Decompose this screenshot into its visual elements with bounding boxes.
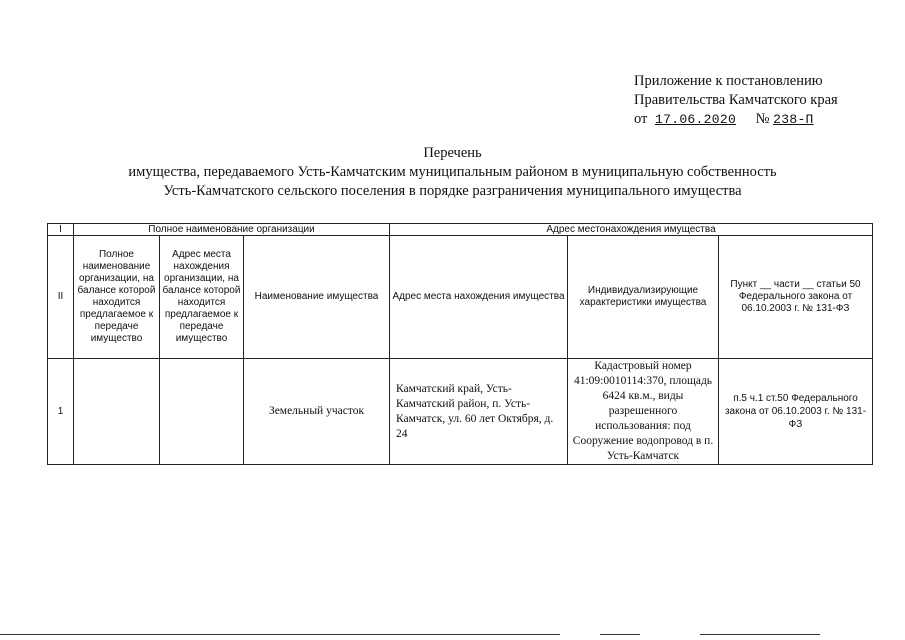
title-line-3: Усть-Камчатского сельского поселения в порядке разграничения муниципального имущества: [163, 183, 742, 199]
scan-edge-line-right: [700, 634, 820, 635]
header-row-1: [48, 224, 873, 236]
scan-edge-line-mid: [600, 634, 640, 635]
property-name-header: Наименование имущества: [244, 236, 390, 359]
appendix-block: [634, 72, 838, 129]
row-property-address: Камчатский край, Усть-Камчатский район, п. Усть-Камчатск, ул. 60 лет Октября, д. 24: [390, 359, 568, 465]
row-property-name: Земельный участок: [244, 359, 390, 465]
row-characteristics: Кадастровый номер 41:09:0010114:370, площадь 6424 кв.м., виды разрешенного использования: под Сооружение водопровод в п. Усть-Камчатск: [568, 359, 719, 465]
header-row-2: [48, 236, 873, 359]
resolution-date: 17.06.2020: [655, 112, 737, 127]
col-i-cell: I: [48, 224, 74, 236]
scan-edge-line-left: [0, 634, 560, 635]
appendix-line-1: Приложение к постановлению: [634, 73, 823, 89]
row-number: 1: [48, 359, 74, 465]
title-line-1: Перечень: [423, 145, 482, 161]
col-ii-cell: II: [48, 236, 74, 359]
row-org-address: [160, 359, 244, 465]
resolution-number: 238-П: [773, 112, 814, 127]
row-org-name: [74, 359, 160, 465]
document-title: [0, 144, 905, 201]
org-address-header: Адрес места нахождения организации, на балансе которой находится предлагаемое к передаче имущество: [160, 236, 244, 359]
table-row: [48, 359, 873, 465]
property-address-header: Адрес места нахождения имущества: [390, 236, 568, 359]
from-label: от: [634, 111, 648, 127]
org-header-cell: Полное наименование организации: [74, 224, 390, 236]
appendix-date-line: [634, 110, 838, 129]
title-line-2: имущества, передаваемого Усть-Камчатским муниципальным районом в муниципальную собственность: [128, 164, 777, 180]
address-header-cell: Адрес местонахождения имущества: [390, 224, 873, 236]
characteristics-header: Индивидуализирующие характеристики имущества: [568, 236, 719, 359]
appendix-line-2: Правительства Камчатского края: [634, 92, 838, 108]
row-law-clause: п.5 ч.1 ст.50 Федерального закона от 06.10.2003 г. № 131-ФЗ: [719, 359, 873, 465]
property-table: [47, 223, 873, 465]
number-label: №: [755, 111, 770, 127]
law-clause-header: Пункт __ части __ статьи 50 Федерального закона от 06.10.2003 г. № 131-ФЗ: [719, 236, 873, 359]
org-name-header: Полное наименование организации, на балансе которой находится предлагаемое к передаче имущество: [74, 236, 160, 359]
